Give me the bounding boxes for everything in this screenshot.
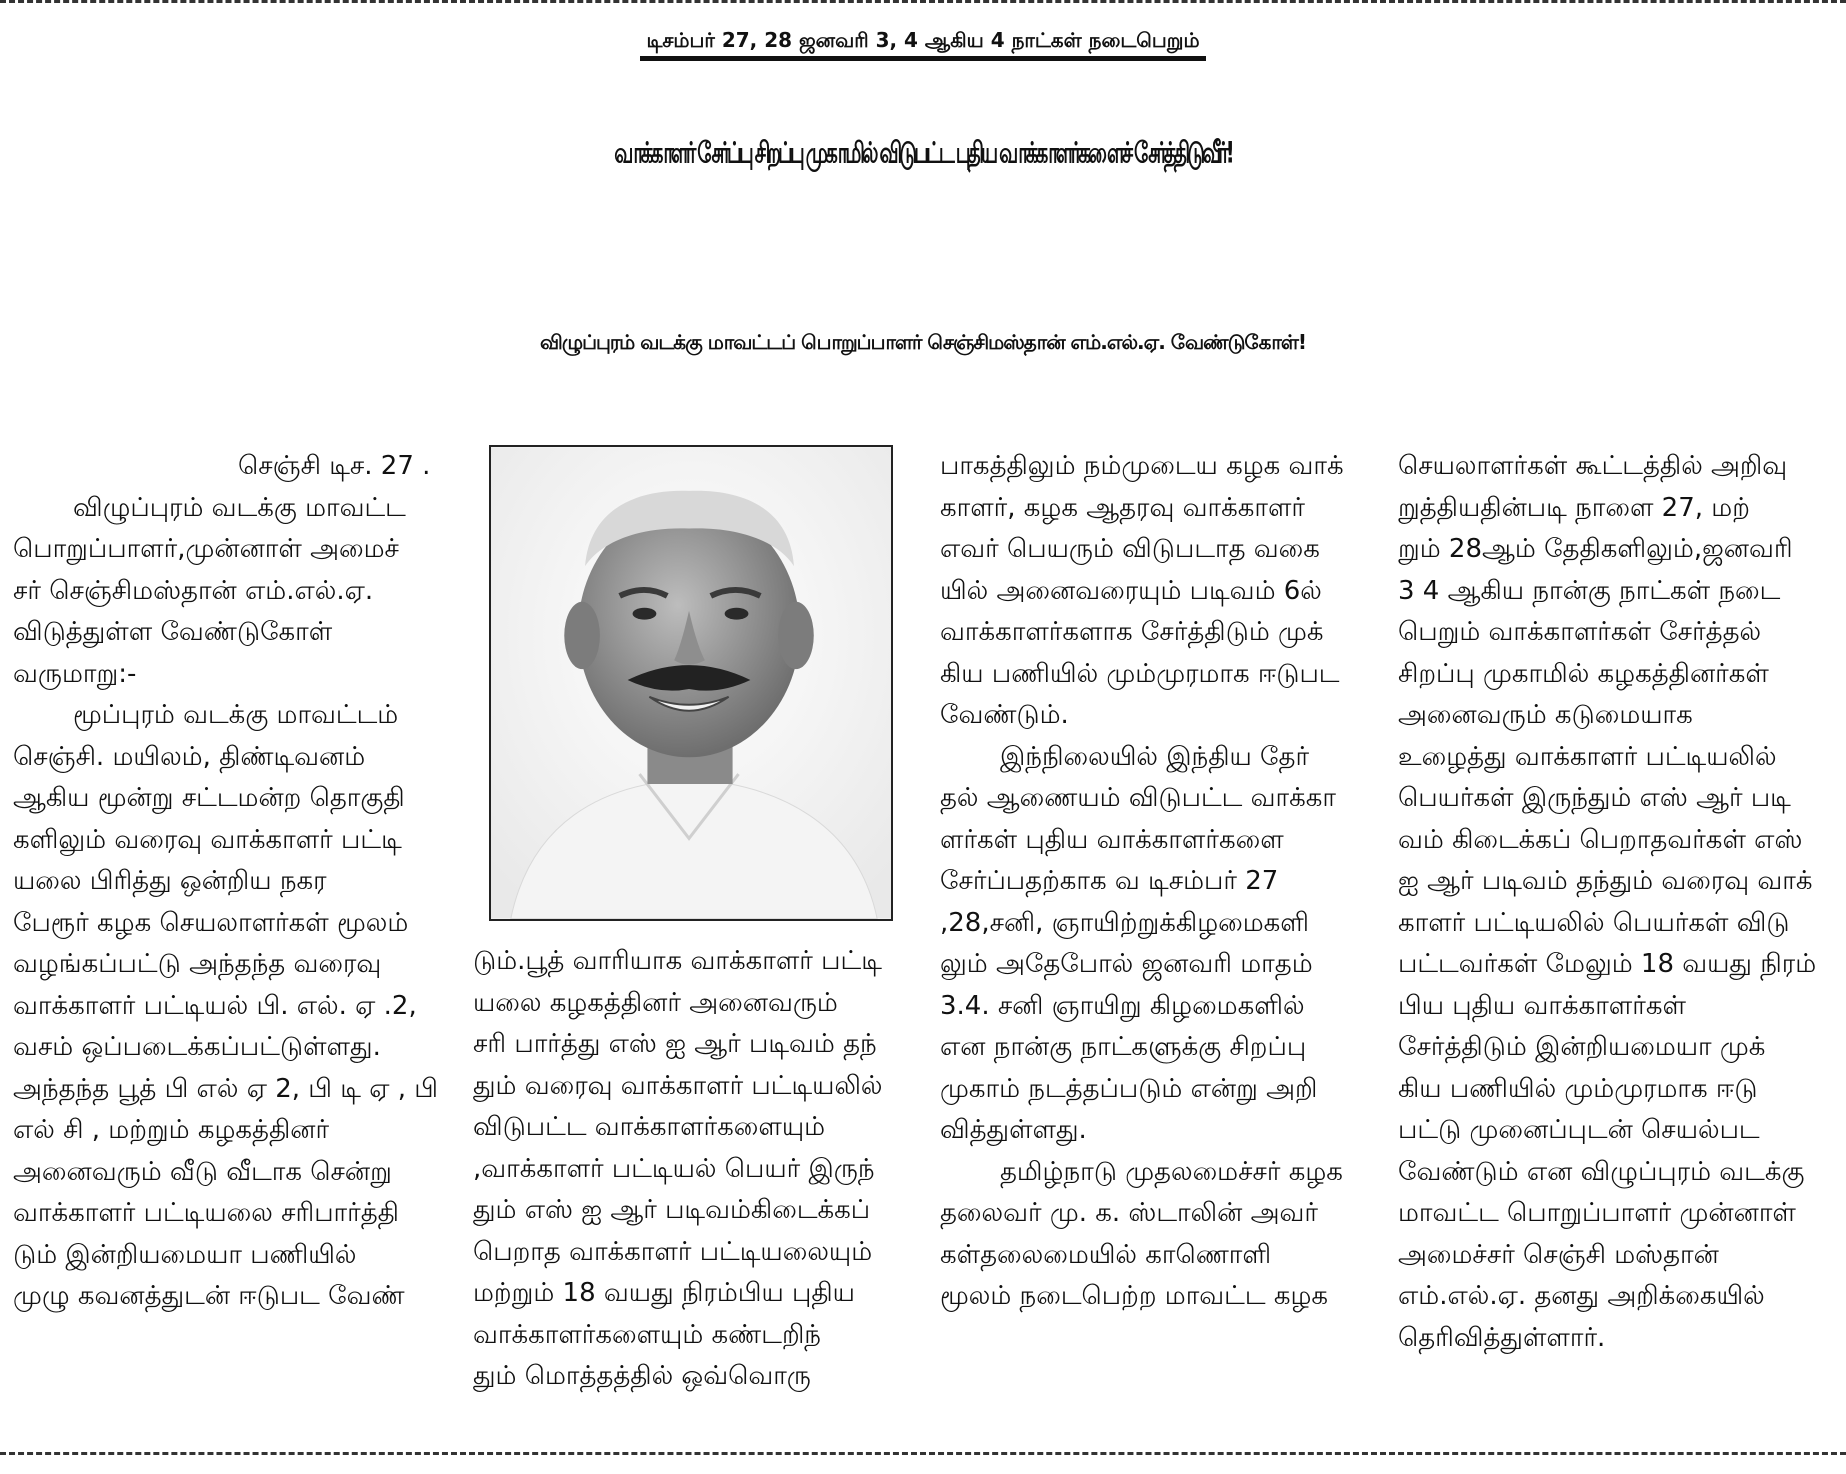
text-line: செஞ்சி டிச. 27 . [238, 451, 431, 481]
text-line: பட்டவர்கள் மேலும் 18 வயது நிரம் [1398, 949, 1817, 979]
text-line: தமிழ்நாடு முதலமைச்சர் கழக [1000, 1156, 1343, 1187]
text-line: உழைத்து வாக்காளர் பட்டியலில் [1398, 741, 1777, 772]
text-line: முகாம் நடத்தப்படும் என்று அறி [940, 1073, 1318, 1104]
text-line: பெயர்கள் இருந்தும் எஸ் ஆர் படி [1398, 783, 1791, 813]
text-line: தலைவர் மு. க. ஸ்டாலின் அவர் [940, 1198, 1318, 1228]
text-line: வருமாறு:- [13, 658, 137, 689]
text-line: கிய பணியில் மும்முரமாக ஈடுபட [940, 658, 1340, 689]
text-line: இந்நிலையில் இந்திய தேர் [1000, 741, 1310, 772]
text-line: அனைவரும் வீடு வீடாக சென்று [13, 1156, 392, 1187]
text-line: யலை கழகத்தினர் அனைவரும் [473, 987, 838, 1018]
top-dashed-rule [0, 0, 1846, 10]
text-line: மற்றும் 18 வயது நிரம்பிய புதிய [473, 1278, 855, 1308]
text-line: செயலாளர்கள் கூட்டத்தில் அறிவு [1398, 451, 1788, 481]
text-line: வாக்காளர் பட்டியல் பி. எல். ஏ .2, [13, 990, 417, 1021]
text-line: அந்தந்த பூத் பி எல் ஏ 2, பி டி ஏ , பி [13, 1073, 438, 1104]
text-line: சர் செஞ்சிமஸ்தான் எம்.எல்.ஏ. [13, 575, 374, 606]
text-line: ஆகிய மூன்று சட்டமன்ற தொகுதி [13, 783, 405, 813]
text-line: பொறுப்பாளர்,முன்னாள் அமைச் [13, 534, 399, 564]
text-line: எம்.எல்.ஏ. தனது அறிக்கையில் [1398, 1281, 1765, 1311]
text-line: வம் கிடைக்கப் பெறாதவர்கள் எஸ் [1398, 824, 1803, 855]
text-line: 3.4. சனி ஞாயிறு கிழமைகளில் [940, 990, 1305, 1021]
text-line: ,28,சனி, ஞாயிற்றுக்கிழமைகளி [940, 907, 1310, 938]
article-column-4 [1398, 446, 1838, 1359]
text-line: வாக்காளர் பட்டியலை சரிபார்த்தி [13, 1198, 399, 1228]
text-line: சேர்த்திடும் இன்றியமையா முக் [1398, 1032, 1766, 1062]
text-line: யில் அனைவரையும் படிவம் 6ல் [940, 575, 1322, 606]
text-line: வழங்கப்பட்டு அந்தந்த வரைவு [13, 949, 382, 979]
text-line: வேண்டும். [940, 700, 1069, 730]
subheadline: விழுப்புரம் வடக்கு மாவட்டப் பொறுப்பாளர் செஞ்சிமஸ்தான் எம்.எல்.ஏ. வேண்டுகோள்! [539, 330, 1307, 354]
portrait-illustration [491, 447, 891, 919]
text-line: 3 4 ஆகிய நான்கு நாட்கள் நடை [1398, 575, 1781, 606]
text-line: அனைவரும் கடுமையாக [1398, 700, 1693, 730]
text-line: எவர் பெயரும் விடுபடாத வகை [940, 534, 1320, 564]
text-line: பிய புதிய வாக்காளர்கள் [1398, 990, 1686, 1021]
text-line: கள்தலைமையில் காணொளி [940, 1239, 1272, 1270]
text-line: தும் மொத்தத்தில் ஒவ்வொரு [473, 1361, 811, 1391]
text-line: சரி பார்த்து எஸ் ஐ ஆர் படிவம் தந் [473, 1029, 877, 1059]
text-line: சிறப்பு முகாமில் கழகத்தினர்கள் [1398, 658, 1769, 689]
text-line: யலை பிரித்து ஒன்றிய நகர [13, 866, 327, 896]
text-line: விடுத்துள்ள வேண்டுகோள் [13, 617, 333, 647]
kicker-line [0, 28, 1846, 55]
text-line: பெறாத வாக்காளர் பட்டியலையும் [473, 1236, 873, 1267]
text-line: வசம் ஒப்படைக்கப்பட்டுள்ளது. [13, 1032, 381, 1062]
text-line: வித்துள்ளது. [940, 1115, 1087, 1145]
text-line: முழு கவனத்துடன் ஈடுபட வேண் [13, 1281, 405, 1311]
text-line: பேரூர் கழக செயலாளர்கள் மூலம் [13, 907, 409, 938]
text-line: பட்டு முனைப்புடன் செயல்பட [1398, 1115, 1760, 1145]
text-line: தும் வரைவு வாக்காளர் பட்டியலில் [473, 1070, 883, 1101]
portrait-photo [489, 445, 893, 921]
headline: வாக்காளர் சேர்ப்பு சிறப்பு முகாமில் விடுபட்ட புதிய வாக்காளர்களைச் சேர்த்திடுவீர்! [614, 135, 1232, 170]
article-column-1 [13, 446, 443, 1318]
text-line: ளர்கள் புதிய வாக்காளர்களை [940, 824, 1284, 855]
text-line: பாகத்திலும் நம்முடைய கழக வாக் [940, 451, 1344, 481]
text-line: பெறும் வாக்காளர்கள் சேர்த்தல் [1398, 617, 1762, 647]
text-line: தெரிவித்துள்ளார். [1398, 1322, 1606, 1353]
text-line: றுத்தியதின்படி நாளை 27, மற் [1398, 492, 1750, 523]
kicker-text: டிசம்பர் 27, 28 ஜனவரி 3, 4 ஆகிய 4 நாட்கள் நடைபெறும் [640, 28, 1205, 61]
article-column-2 [473, 941, 913, 1398]
text-line: வாக்காளர்களையும் கண்டறிந் [473, 1319, 821, 1350]
article-column-3 [940, 446, 1370, 1318]
text-line: என நான்கு நாட்களுக்கு சிறப்பு [940, 1032, 1307, 1062]
text-line: களிலும் வரைவு வாக்காளர் பட்டி [13, 824, 402, 855]
text-line: விடுபட்ட வாக்காளர்களையும் [473, 1112, 826, 1142]
text-line: மாவட்ட பொறுப்பாளர் முன்னாள் [1398, 1198, 1796, 1228]
text-line: செஞ்சி. மயிலம், திண்டிவனம் [13, 741, 366, 772]
text-line: காளர் பட்டியலில் பெயர்கள் விடு [1398, 907, 1790, 938]
text-line: வாக்காளர்களாக சேர்த்திடும் முக் [940, 617, 1324, 647]
text-line: சேர்ப்பதற்காக வ டிசம்பர் 27 [940, 866, 1279, 896]
text-line: எல் சி , மற்றும் கழகத்தினர் [13, 1115, 330, 1145]
text-line: ,வாக்காளர் பட்டியல் பெயர் இருந் [473, 1153, 875, 1184]
text-line: காளர், கழக ஆதரவு வாக்காளர் [940, 492, 1305, 523]
bottom-dashed-rule [0, 1452, 1846, 1459]
text-line: மூப்புரம் வடக்கு மாவட்டம் [73, 700, 399, 730]
text-line: தும் எஸ் ஐ ஆர் படிவம்கிடைக்கப் [473, 1195, 871, 1225]
text-line: வேண்டும் என விழுப்புரம் வடக்கு [1398, 1156, 1805, 1187]
text-line: விழுப்புரம் வடக்கு மாவட்ட [73, 492, 406, 523]
text-line: டும் இன்றியமையா பணியில் [13, 1239, 357, 1270]
text-line: அமைச்சர் செஞ்சி மஸ்தான் [1398, 1239, 1719, 1270]
text-line: ஐ ஆர் படிவம் தந்தும் வரைவு வாக் [1398, 866, 1813, 896]
text-line: கிய பணியில் மும்முரமாக ஈடு [1398, 1073, 1758, 1104]
text-line: மூலம் நடைபெற்ற மாவட்ட கழக [940, 1281, 1329, 1311]
text-line: றும் 28ஆம் தேதிகளிலும்,ஜனவரி [1398, 534, 1793, 564]
text-line: லும் அதேபோல் ஜனவரி மாதம் [940, 949, 1313, 979]
text-line: டும்.பூத் வாரியாக வாக்காளர் பட்டி [473, 946, 882, 976]
text-line: தல் ஆணையம் விடுபட்ட வாக்கா [940, 783, 1336, 813]
